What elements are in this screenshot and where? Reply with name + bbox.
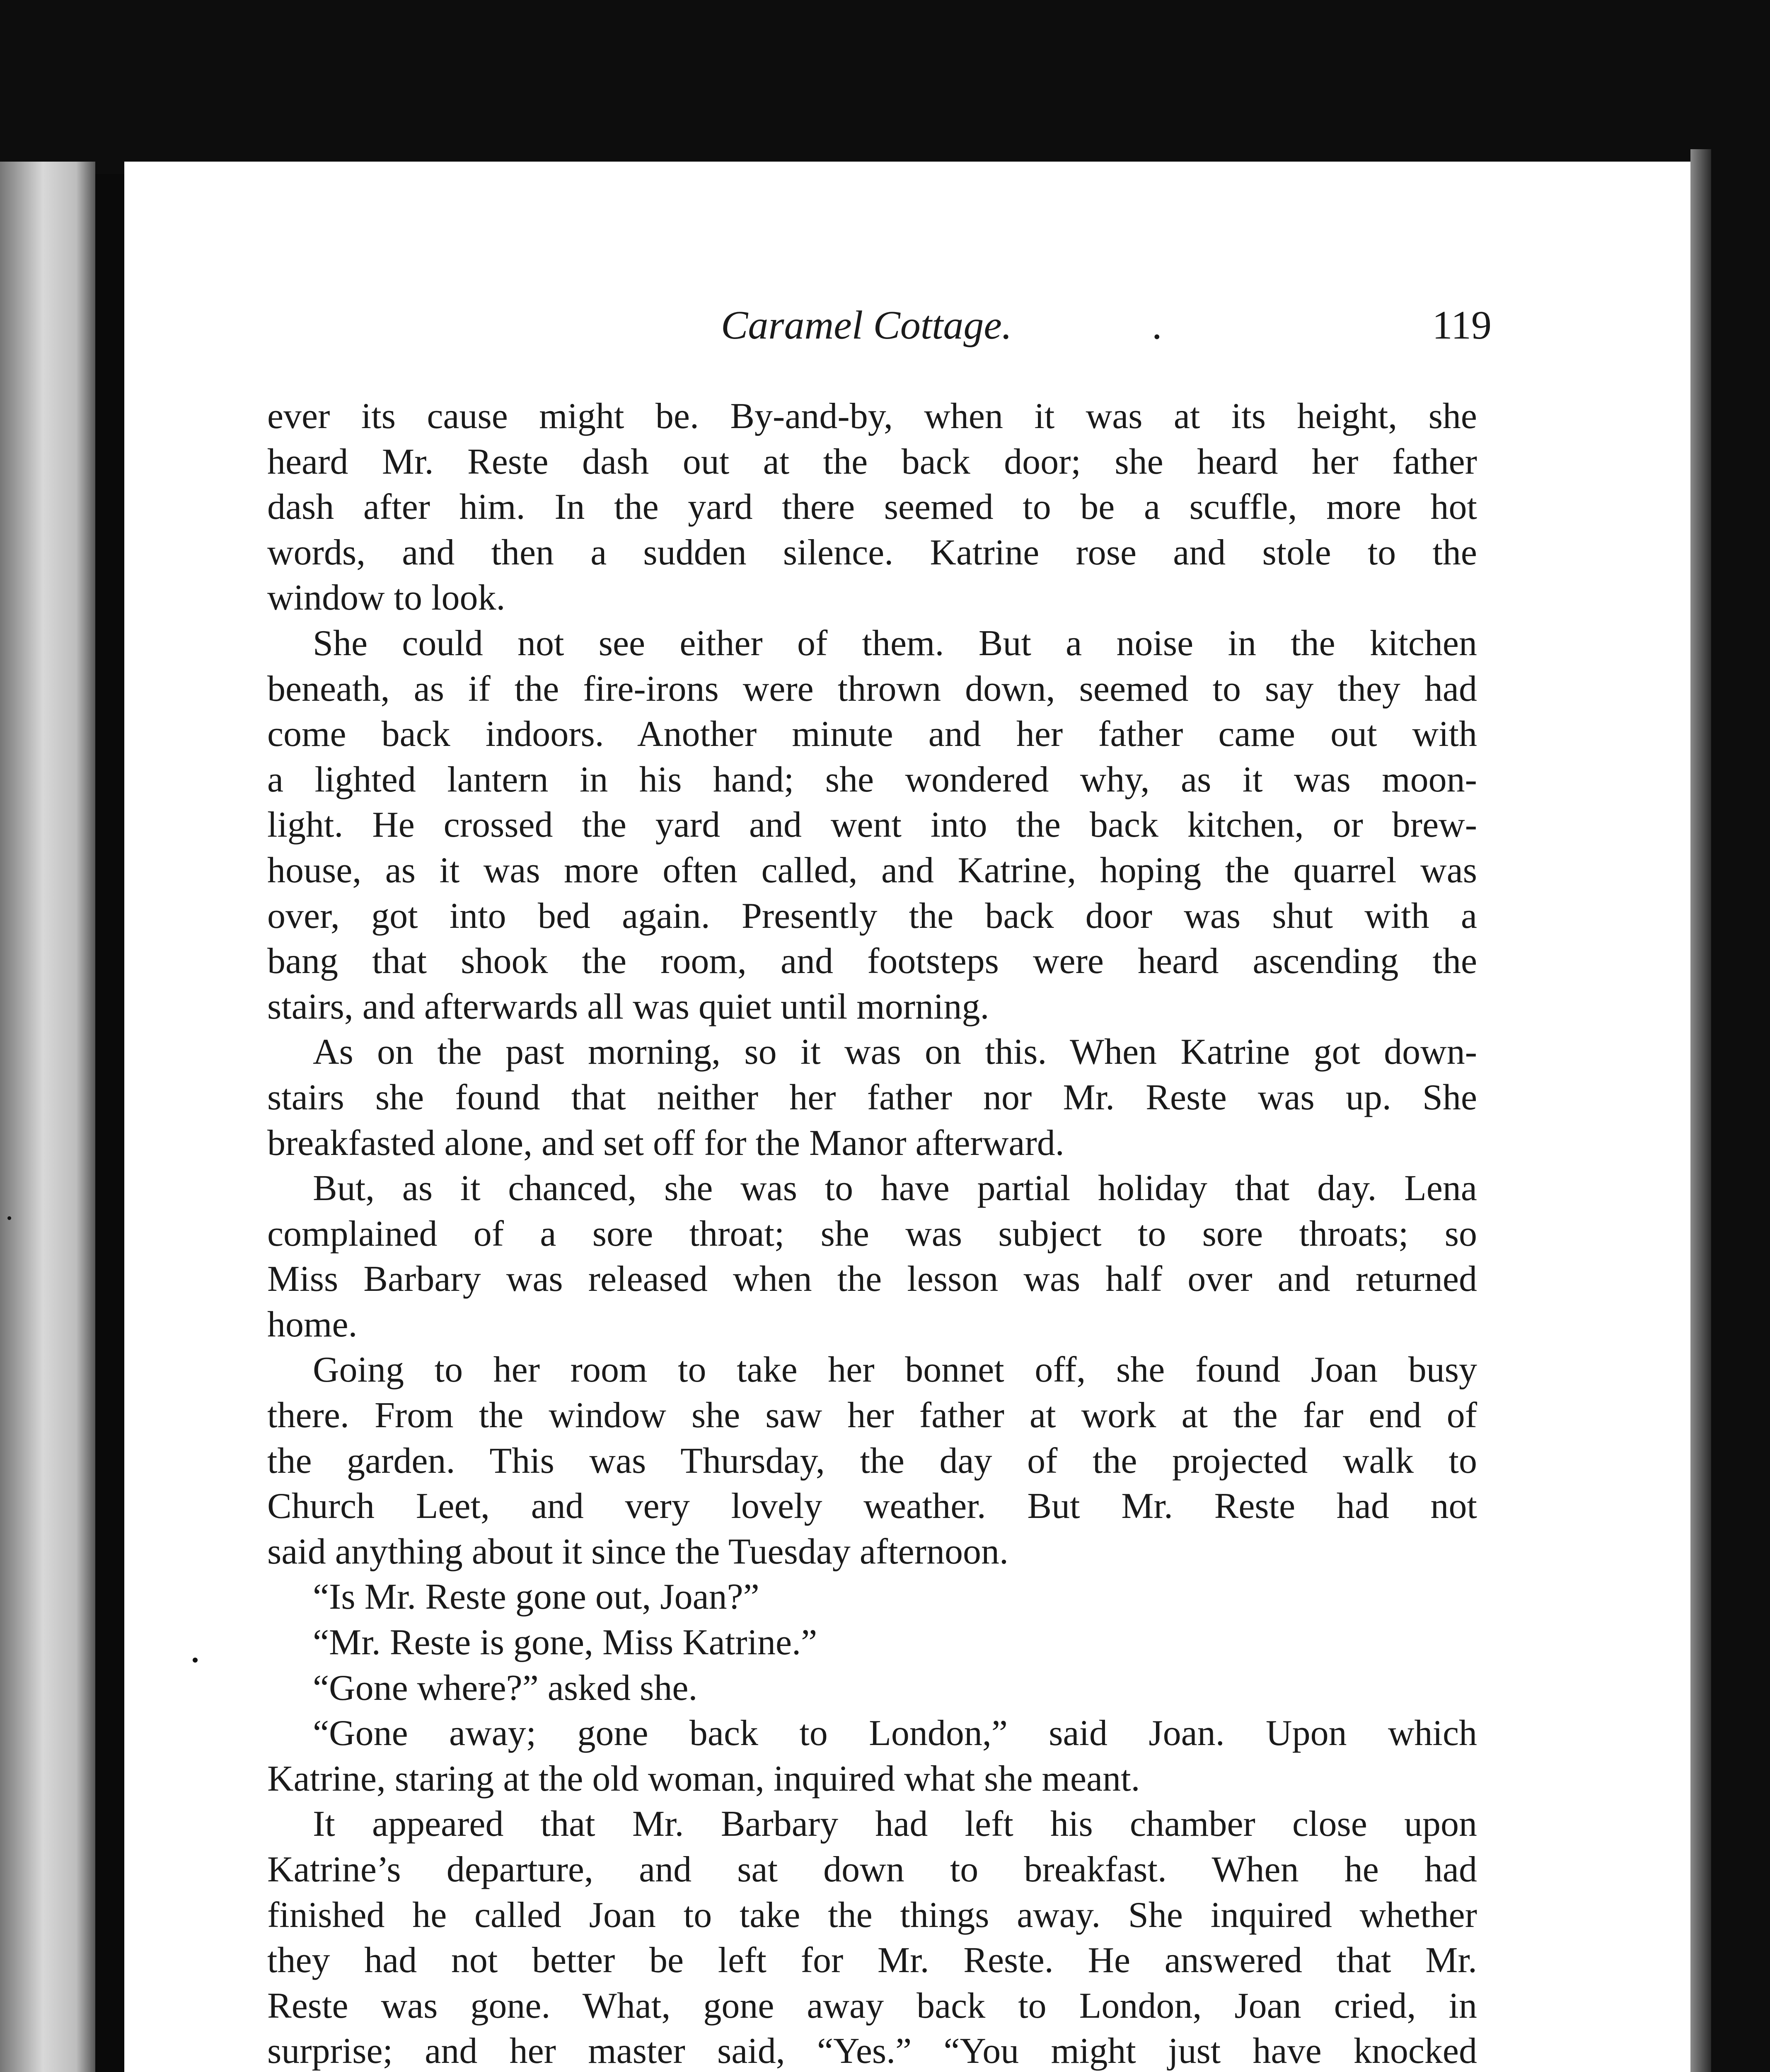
text-line bbox=[267, 666, 1477, 712]
text-line bbox=[267, 621, 1477, 666]
facing-page-edge bbox=[0, 162, 95, 2072]
text-line-content: But, as it chanced, she was to have partial holiday that day. Lena bbox=[313, 1168, 1477, 1209]
scan-speck bbox=[7, 1216, 11, 1220]
text-line bbox=[267, 1711, 1477, 1756]
text-line-content: light. He crossed the yard and went into the back kitchen, or brew- bbox=[267, 805, 1477, 845]
scan-speck bbox=[193, 1658, 198, 1663]
text-line bbox=[267, 1756, 1477, 1802]
text-line bbox=[267, 1029, 1477, 1075]
text-line-content: Church Leet, and very lovely weather. But Mr. Reste had not bbox=[267, 1486, 1477, 1527]
text-line bbox=[267, 1438, 1477, 1484]
text-line bbox=[267, 712, 1477, 757]
text-line-content: house, as it was more often called, and Katrine, hoping the quarrel was bbox=[267, 850, 1477, 891]
text-line-content: words, and then a sudden silence. Katrine rose and stole to the bbox=[267, 532, 1477, 573]
text-line-content: they had not better be left for Mr. Reste. He answered that Mr. bbox=[267, 1940, 1477, 1981]
text-line-content: It appeared that Mr. Barbary had left his chamber close upon bbox=[313, 1804, 1477, 1844]
text-line bbox=[267, 1075, 1477, 1121]
text-line bbox=[267, 530, 1477, 576]
text-line-content: the garden. This was Thursday, the day of the projected walk to bbox=[267, 1440, 1477, 1481]
text-line bbox=[267, 1938, 1477, 1983]
text-line-content: a lighted lantern in his hand; she wondered why, as it was moon- bbox=[267, 759, 1477, 800]
text-line bbox=[267, 848, 1477, 893]
text-line bbox=[267, 1256, 1477, 1302]
text-line bbox=[267, 1893, 1477, 1938]
text-line bbox=[267, 1484, 1477, 1529]
text-line bbox=[267, 984, 1477, 1030]
text-line-content: complained of a sore throat; she was subject to sore throats; so bbox=[267, 1213, 1477, 1254]
text-line-content: Reste was gone. What, gone away back to London, Joan cried, in bbox=[267, 1985, 1477, 2026]
text-line bbox=[267, 484, 1477, 530]
text-line bbox=[267, 1847, 1477, 1893]
text-line-content: stairs, and afterwards all was quiet until morning. bbox=[267, 986, 989, 1027]
text-line bbox=[267, 939, 1477, 984]
text-line bbox=[267, 1302, 1477, 1348]
text-line-content: Miss Barbary was released when the lesson was half over and returned bbox=[267, 1259, 1477, 1300]
header-separator: . bbox=[1152, 303, 1162, 348]
text-line-content: She could not see either of them. But a noise in the kitchen bbox=[313, 623, 1477, 663]
text-line bbox=[267, 439, 1477, 485]
text-line-content: “Gone away; gone back to London,” said Joan. Upon which bbox=[313, 1713, 1477, 1754]
text-line bbox=[267, 893, 1477, 939]
text-line bbox=[267, 2028, 1477, 2072]
page-edge-shadow bbox=[1690, 149, 1711, 2072]
text-line bbox=[267, 1121, 1477, 1166]
text-line bbox=[267, 1574, 1477, 1620]
text-line-content: come back indoors. Another minute and her father came out with bbox=[267, 714, 1477, 755]
text-line-content: said anything about it since the Tuesday afternoon. bbox=[267, 1531, 1009, 1572]
book-gutter bbox=[95, 174, 128, 2072]
text-line-content: over, got into bed again. Presently the back door was shut with a bbox=[267, 896, 1477, 936]
body-text bbox=[267, 394, 1477, 2072]
text-line-content: “Mr. Reste is gone, Miss Katrine.” bbox=[313, 1622, 817, 1663]
text-line-content: there. From the window she saw her father at work at the far end of bbox=[267, 1395, 1477, 1436]
text-line bbox=[267, 1393, 1477, 1438]
text-line-content: window to look. bbox=[267, 578, 505, 618]
text-line-content: finished he called Joan to take the things away. She inquired whether bbox=[267, 1895, 1477, 1935]
text-line bbox=[267, 757, 1477, 803]
text-line-content: Katrine’s departure, and sat down to breakfast. When he had bbox=[267, 1849, 1477, 1890]
text-line bbox=[267, 1166, 1477, 1211]
text-line bbox=[267, 575, 1477, 621]
text-line-content: Going to her room to take her bonnet off, she found Joan busy bbox=[313, 1350, 1477, 1390]
text-line-content: heard Mr. Reste dash out at the back door; she heard her father bbox=[267, 441, 1477, 482]
text-line bbox=[267, 802, 1477, 848]
text-line-content: bang that shook the room, and footsteps were heard ascending the bbox=[267, 941, 1477, 982]
text-line-content: ever its cause might be. By-and-by, when it was at its height, she bbox=[267, 396, 1477, 436]
text-line-content: Katrine, staring at the old woman, inquired what she meant. bbox=[267, 1758, 1140, 1799]
text-line-content: stairs she found that neither her father nor Mr. Reste was up. She bbox=[267, 1077, 1477, 1118]
text-line bbox=[267, 394, 1477, 439]
text-line-content: “Is Mr. Reste gone out, Joan?” bbox=[313, 1577, 759, 1617]
text-line-content: “Gone where?” asked she. bbox=[313, 1668, 698, 1708]
text-line bbox=[267, 1347, 1477, 1393]
running-title: Caramel Cottage. bbox=[721, 303, 1012, 348]
text-line-content: home. bbox=[267, 1304, 358, 1345]
text-line-content: surprise; and her master said, “Yes.” “You might just have knocked bbox=[267, 2031, 1477, 2072]
text-line bbox=[267, 1211, 1477, 1257]
text-line bbox=[267, 1620, 1477, 1665]
text-line bbox=[267, 1529, 1477, 1575]
text-line bbox=[267, 1983, 1477, 2029]
text-line-content: dash after him. In the yard there seemed to be a scuffle, more hot bbox=[267, 487, 1477, 528]
text-line-content: As on the past morning, so it was on this. When Katrine got down- bbox=[313, 1032, 1477, 1072]
running-header bbox=[704, 298, 1492, 352]
text-line bbox=[267, 1801, 1477, 1847]
text-line bbox=[267, 1665, 1477, 1711]
text-line-content: beneath, as if the fire-irons were thrown down, seemed to say they had bbox=[267, 668, 1477, 709]
page-number: 119 bbox=[1432, 303, 1492, 348]
text-line-content: breakfasted alone, and set off for the Manor afterward. bbox=[267, 1123, 1064, 1163]
